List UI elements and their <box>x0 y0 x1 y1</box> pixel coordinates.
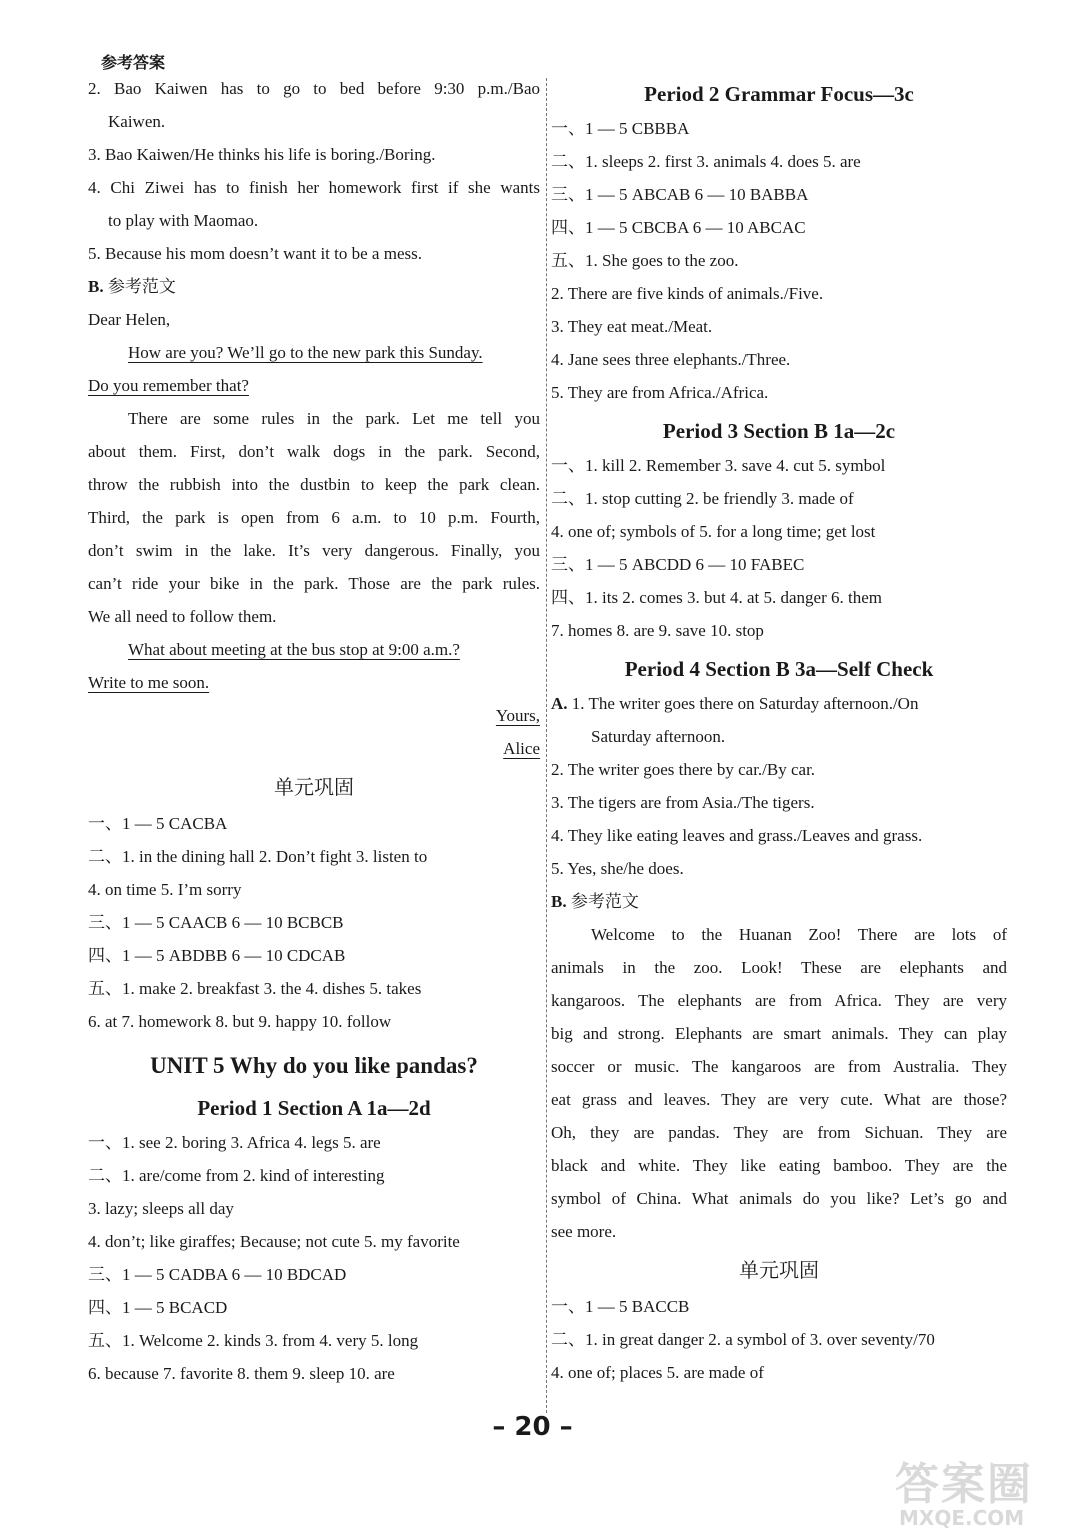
answer-line: 三、1 — 5 ABCDD 6 — 10 FABEC <box>551 555 805 574</box>
letter-closing <box>88 699 540 732</box>
answer-line: 4. They like eating leaves and grass./Leaves and grass. <box>551 826 923 845</box>
page-number: – 20 – <box>492 1412 573 1442</box>
answer-line: 4. one of; symbols of 5. for a long time; get lost <box>551 522 876 541</box>
answer-line: 五、1. make 2. breakfast 3. the 4. dishes 5. takes <box>88 979 422 998</box>
answer-line: 一、1 — 5 CACBA <box>88 814 228 833</box>
answer-line: 4. one of; places 5. are made of <box>551 1363 764 1382</box>
underlined-text: Alice <box>503 739 540 758</box>
section-label <box>551 885 1007 918</box>
answer-line: to play with Maomao. <box>108 211 259 230</box>
letter-salutation: Dear Helen, <box>88 310 171 329</box>
watermark-logo <box>895 1448 1055 1530</box>
answer-line: 五、1. Welcome 2. kinds 3. from 4. very 5. long <box>88 1331 419 1350</box>
answer-line: 6. at 7. homework 8. but 9. happy 10. follow <box>88 1012 392 1031</box>
answer-line: 3. The tigers are from Asia./The tigers. <box>551 793 815 812</box>
letter-line: can’t ride your bike in the park. Those are the park rules. <box>88 574 540 593</box>
column-divider <box>546 78 547 1413</box>
answer-line: 二、1. stop cutting 2. be friendly 3. made of <box>551 489 854 508</box>
period-heading: Period 2 Grammar Focus—3c <box>644 82 914 106</box>
answer-line: 4. Jane sees three elephants./Three. <box>551 350 791 369</box>
answer-line: 五、1. She goes to the zoo. <box>551 251 739 270</box>
answer-line: 四、1. its 2. comes 3. but 4. at 5. danger 6. them <box>551 588 882 607</box>
answer-line: 四、1 — 5 CBCBA 6 — 10 ABCAC <box>551 218 806 237</box>
answer-line: 二、1. in great danger 2. a symbol of 3. over seventy/70 <box>551 1330 935 1349</box>
answer-line: 四、1 — 5 ABDBB 6 — 10 CDCAB <box>88 946 346 965</box>
underlined-text: Yours, <box>495 706 540 725</box>
essay-line: eat grass and leaves. They are very cute. What are those? <box>551 1090 1007 1109</box>
letter-line: We all need to follow them. <box>88 607 277 626</box>
underlined-text: How are you? We’ll go to the new park this Sunday. <box>128 343 483 362</box>
answer-line: 四、1 — 5 BCACD <box>88 1298 228 1317</box>
letter-line <box>88 369 540 402</box>
essay-line: big and strong. Elephants are smart animals. They can play <box>551 1024 1007 1043</box>
underlined-text: Write to me soon. <box>88 673 210 692</box>
answer-line <box>551 687 1007 720</box>
letter-line <box>88 666 540 699</box>
watermark-domain: MXQE.COM <box>899 1506 1025 1530</box>
answer-line: 一、1. kill 2. Remember 3. save 4. cut 5. symbol <box>551 456 886 475</box>
period-heading: Period 4 Section B 3a—Self Check <box>624 657 934 681</box>
answer-line: 5. They are from Africa./Africa. <box>551 383 769 402</box>
answer-line: 3. They eat meat./Meat. <box>551 317 713 336</box>
section-title: 参考范文 <box>570 892 639 911</box>
page-header: 参考答案 <box>101 53 166 72</box>
answer-line: 2. There are five kinds of animals./Five. <box>551 284 824 303</box>
essay-line: Oh, they are pandas. They are from Sichuan. They are <box>551 1123 1007 1142</box>
section-heading: 单元巩固 <box>274 775 354 799</box>
answer-line: 3. Bao Kaiwen/He thinks his life is boring./Boring. <box>88 145 436 164</box>
section-letter: B. <box>88 277 104 296</box>
period-heading: Period 1 Section A 1a—2d <box>197 1096 431 1120</box>
answer-line: 3. lazy; sleeps all day <box>88 1199 234 1218</box>
letter-line: Third, the park is open from 6 a.m. to 10 p.m. Fourth, <box>88 508 540 527</box>
answer-line: 2. The writer goes there by car./By car. <box>551 760 816 779</box>
answer-line: 4. Chi Ziwei has to finish her homework first if she wants <box>88 178 540 197</box>
period-heading: Period 3 Section B 1a—2c <box>662 419 896 443</box>
essay-line: soccer or music. The kangaroos are from Australia. They <box>551 1057 1007 1076</box>
essay-line: symbol of China. What animals do you like? Let’s go and <box>551 1189 1007 1208</box>
answer-line: 6. because 7. favorite 8. them 9. sleep 10. are <box>88 1364 395 1383</box>
unit-heading: UNIT 5 Why do you like pandas? <box>150 1053 478 1078</box>
letter-line: about them. First, don’t walk dogs in the park. Second, <box>88 442 540 461</box>
answer-line: 三、1 — 5 CAACB 6 — 10 BCBCB <box>88 913 344 932</box>
section-heading: 单元巩固 <box>739 1258 819 1282</box>
answer-line: 5. Yes, she/he does. <box>551 859 684 878</box>
essay-line: kangaroos. The elephants are from Africa. They are very <box>551 991 1007 1010</box>
essay-line: black and white. They like eating bamboo. They are the <box>551 1156 1007 1175</box>
letter-signature <box>88 732 540 765</box>
answer-line: 三、1 — 5 ABCAB 6 — 10 BABBA <box>551 185 809 204</box>
letter-line: There are some rules in the park. Let me tell you <box>128 409 540 428</box>
essay-line: Welcome to the Huanan Zoo! There are lots of <box>591 925 1007 944</box>
answer-line: 二、1. are/come from 2. kind of interesting <box>88 1166 385 1185</box>
right-column <box>551 72 1007 1389</box>
answer-line: 一、1 — 5 BACCB <box>551 1297 690 1316</box>
answer-line: 2. Bao Kaiwen has to go to bed before 9:30 p.m./Bao <box>88 79 540 98</box>
letter-line: throw the rubbish into the dustbin to keep the park clean. <box>88 475 540 494</box>
letter-line <box>88 633 540 666</box>
section-letter: A. <box>551 694 568 713</box>
letter-line <box>88 336 540 369</box>
essay-line: animals in the zoo. Look! These are elephants and <box>551 958 1007 977</box>
underlined-text: What about meeting at the bus stop at 9:00 a.m.? <box>128 640 460 659</box>
section-title: 参考范文 <box>107 277 176 296</box>
section-letter: B. <box>551 892 567 911</box>
underlined-text: Do you remember that? <box>88 376 249 395</box>
answer-line: 4. don’t; like giraffes; Because; not cute 5. my favorite <box>88 1232 460 1251</box>
answer-line: 二、1. in the dining hall 2. Don’t fight 3. listen to <box>88 847 428 866</box>
answer-line: 一、1. see 2. boring 3. Africa 4. legs 5. are <box>88 1133 381 1152</box>
answer-line: 二、1. sleeps 2. first 3. animals 4. does 5. are <box>551 152 861 171</box>
watermark-text: 答案圈 <box>895 1459 1033 1510</box>
answer-line: 三、1 — 5 CADBA 6 — 10 BDCAD <box>88 1265 347 1284</box>
answer-line: 7. homes 8. are 9. save 10. stop <box>551 621 764 640</box>
answer-line: Saturday afternoon. <box>591 727 726 746</box>
answer-line: 一、1 — 5 CBBBA <box>551 119 690 138</box>
essay-line: see more. <box>551 1222 617 1241</box>
section-label <box>88 270 540 303</box>
answer-line: Kaiwen. <box>108 112 166 131</box>
answer-text: 1. The writer goes there on Saturday afternoon./On <box>571 694 919 713</box>
answer-line: 4. on time 5. I’m sorry <box>88 880 242 899</box>
letter-line: don’t swim in the lake. It’s very dangerous. Finally, you <box>88 541 540 560</box>
answer-line: 5. Because his mom doesn’t want it to be a mess. <box>88 244 422 263</box>
left-column <box>88 72 540 1390</box>
